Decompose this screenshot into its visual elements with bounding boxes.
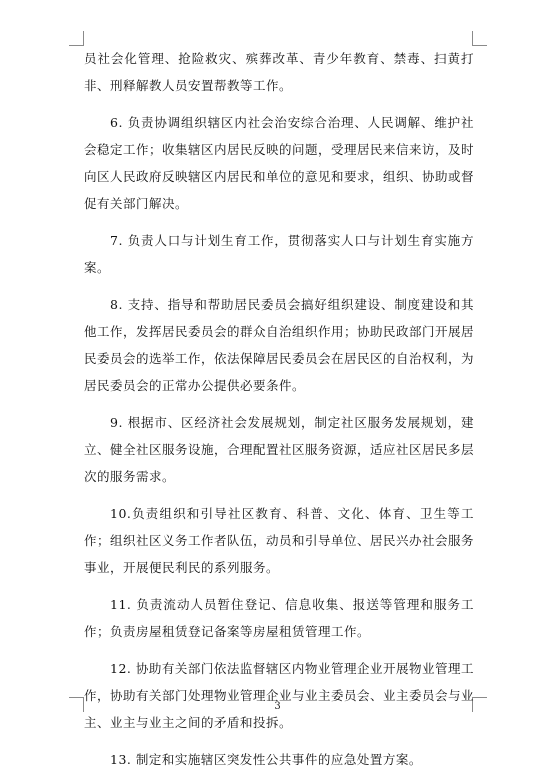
paragraph-item-8: 8. 支持、指导和帮助居民委员会搞好组织建设、制度建设和其他工作，发挥居民委员会的群众自治组织作用；协助民政部门开展居民委员会的选举工作，依法保障居民委员会在居民区的自治权利，为居民委员会的正常办公提供必要条件。 bbox=[84, 297, 475, 393]
document-body bbox=[84, 45, 474, 783]
paragraph-item-11: 11. 负责流动人员暂住登记、信息收集、报送等管理和服务工作；负责房屋租赁登记备案等房屋租赁管理工作。 bbox=[84, 597, 474, 639]
paragraph-item-6: 6. 负责协调组织辖区内社会治安综合治理、人民调解、维护社会稳定工作；收集辖区内居民反映的问题，受理居民来信来访，及时向区人民政府反映辖区内居民和单位的意见和要求，组织、协助或督促有关部门解决。 bbox=[84, 115, 475, 211]
paragraph-item-10: 10.负责组织和引导社区教育、科普、文化、体育、卫生等工作；组织社区义务工作者队伍，动员和引导单位、居民兴办社会服务事业，开展便民利民的系列服务。 bbox=[84, 506, 475, 575]
crop-mark-top-left bbox=[69, 31, 84, 46]
paragraph-item-12: 12. 协助有关部门依法监督辖区内物业管理企业开展物业管理工作，协助有关部门处理物业管理企业与业主委员会、业主委员会与业主、业主与业主之间的矛盾和投拆。 bbox=[84, 661, 475, 730]
crop-mark-top-right bbox=[472, 31, 487, 46]
paragraph-continuation: 员社会化管理、抢险救灾、殡葬改革、青少年教育、禁毒、扫黄打非、刑释解教人员安置帮教等工作。 bbox=[84, 51, 474, 93]
paragraph-item-7: 7. 负责人口与计划生育工作，贯彻落实人口与计划生育实施方案。 bbox=[84, 233, 474, 275]
paragraph-item-13: 13. 制定和实施辖区突发性公共事件的应急处置方案。 bbox=[110, 752, 422, 767]
page-number: 3 bbox=[274, 701, 281, 712]
paragraph-item-9: 9. 根据市、区经济社会发展规划，制定社区服务发展规划，建立、健全社区服务设施，合理配置社区服务资源，适应社区居民多层次的服务需求。 bbox=[84, 415, 475, 484]
